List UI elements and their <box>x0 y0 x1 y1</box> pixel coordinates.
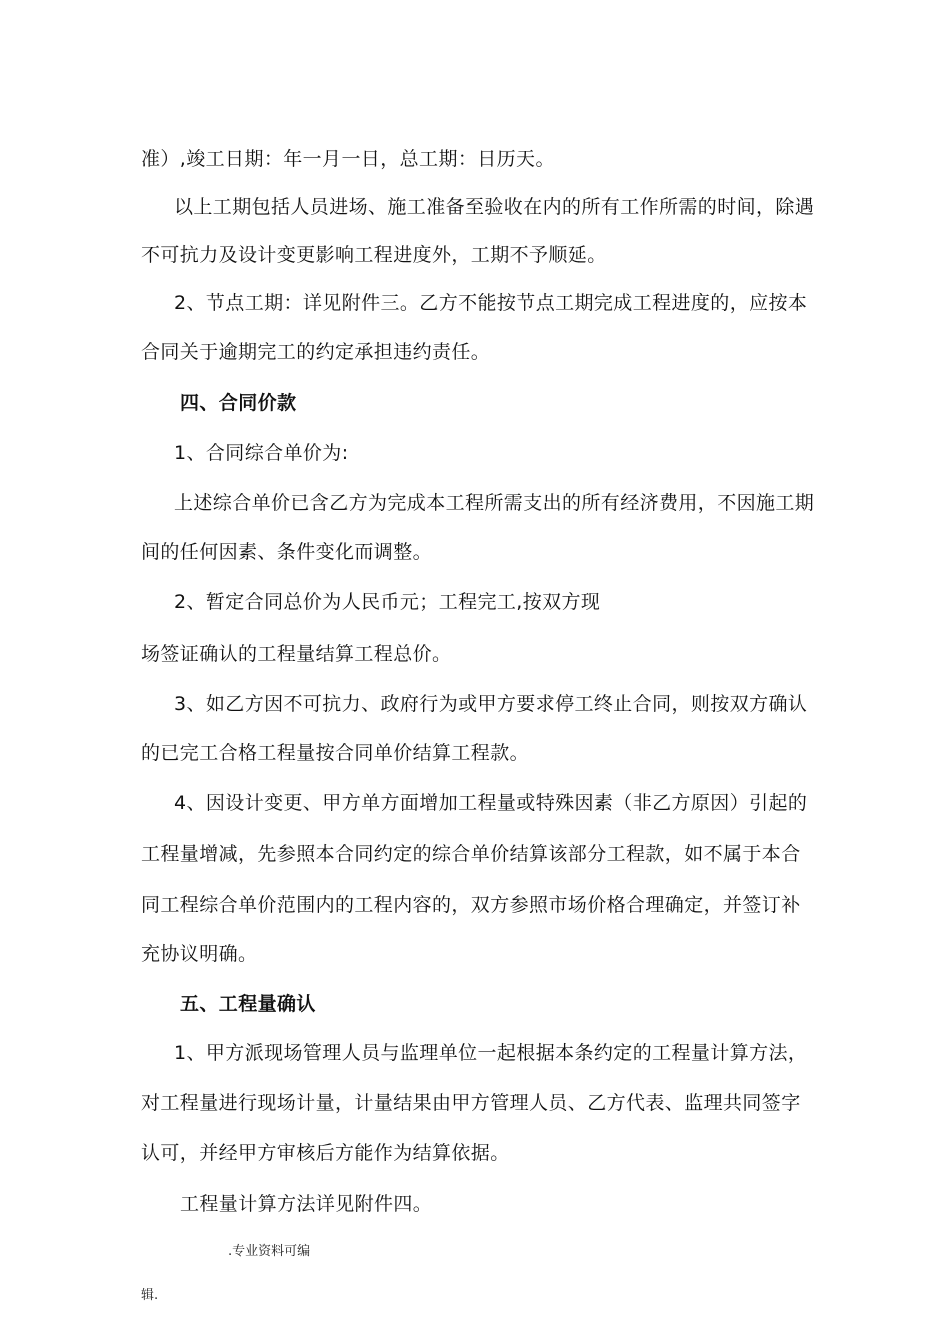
body-line-unit-price: 1、合同综合单价为: <box>174 442 349 464</box>
body-line-quantity-change: 工程量增减，先参照本合同约定的综合单价结算该部分工程款，如不属于本合 <box>141 843 801 865</box>
body-line-design-change: 4、因设计变更、甲方单方面增加工程量或特殊因素（非乙方原因）引起的 <box>174 792 808 814</box>
footer-note-line1: .专业资料可编 <box>228 1244 311 1259</box>
body-line-market-price: 同工程综合单价范围内的工程内容的，双方参照市场价格合理确定，并签订补 <box>141 894 801 916</box>
body-line-unit-price-scope: 上述综合单价已含乙方为完成本工程所需支出的所有经济费用，不因施工期 <box>174 492 815 514</box>
body-line-calculation-method: 工程量计算方法详见附件四。 <box>180 1193 433 1215</box>
body-line-supplement: 充协议明确。 <box>141 943 258 965</box>
body-line-milestone-period: 2、节点工期：详见附件三。乙方不能按节点工期完成工程进度的，应按本 <box>174 292 808 314</box>
body-line-measurement-signoff: 对工程量进行现场计量，计量结果由甲方管理人员、乙方代表、监理共同签字 <box>141 1092 801 1114</box>
body-line-duration-scope: 以上工期包括人员进场、施工准备至验收在内的所有工作所需的时间，除遇 <box>174 196 815 218</box>
section-heading-contract-price: 四、合同价款 <box>180 392 297 414</box>
body-line-milestone-liability: 合同关于逾期完工的约定承担违约责任。 <box>141 341 491 363</box>
section-heading-quantity-confirmation: 五、工程量确认 <box>180 993 316 1015</box>
body-line-no-extension: 不可抗力及设计变更影响工程进度外，工期不予顺延。 <box>141 244 607 266</box>
body-line-provisional-total: 2、暂定合同总价为人民币元；工程完工,按双方现 <box>174 591 601 613</box>
body-line-completion-date: 准）,竣工日期：年一月一日，总工期：日历天。 <box>141 148 555 170</box>
body-line-termination-settlement: 的已完工合格工程量按合同单价结算工程款。 <box>141 742 530 764</box>
body-line-termination: 3、如乙方因不可抗力、政府行为或甲方要求停工终止合同，则按双方确认 <box>174 693 808 715</box>
body-line-no-adjustment: 间的任何因素、条件变化而调整。 <box>141 541 433 563</box>
body-line-site-measurement: 1、甲方派现场管理人员与监理单位一起根据本条约定的工程量计算方法， <box>174 1042 808 1064</box>
body-line-settlement-basis: 认可，并经甲方审核后方能作为结算依据。 <box>141 1142 510 1164</box>
body-line-settlement-total: 场签证确认的工程量结算工程总价。 <box>141 643 452 665</box>
footer-note-line2: 辑. <box>141 1288 159 1303</box>
